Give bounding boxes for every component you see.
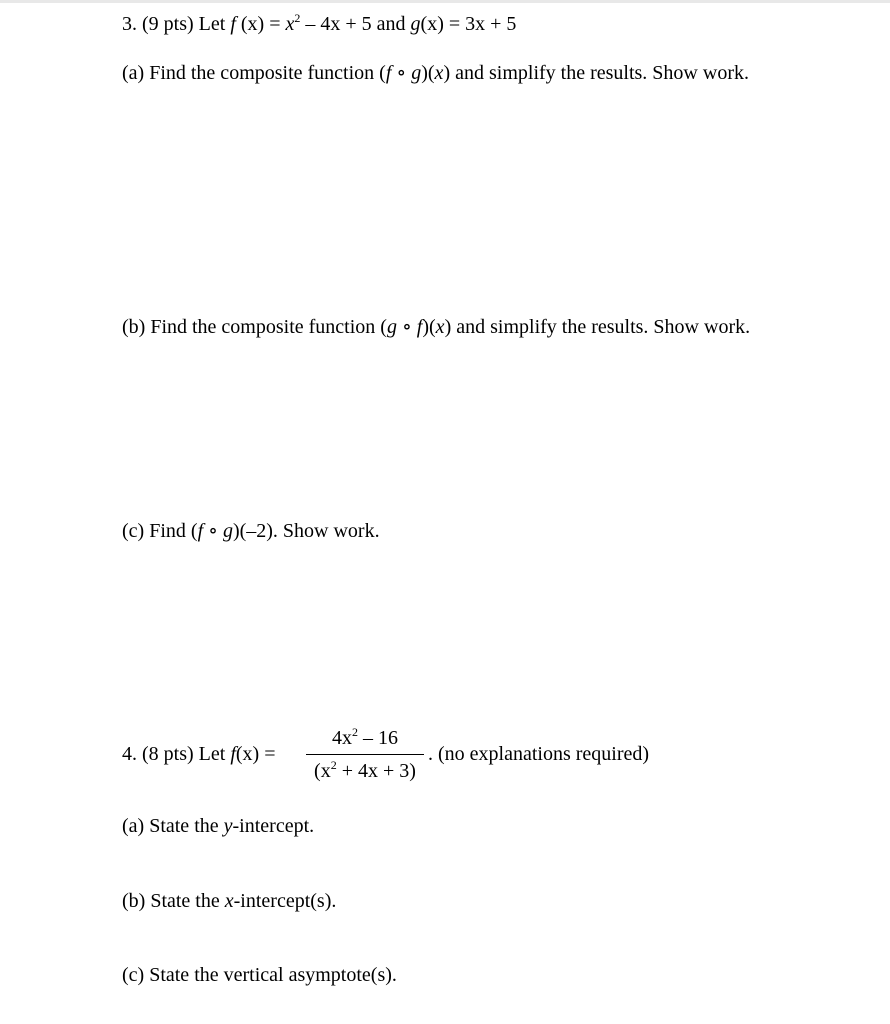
problem-4-part-a: [122, 814, 314, 838]
denominator-term: (x: [314, 760, 331, 782]
paren: ): [444, 316, 452, 338]
problem-3-part-c: [122, 519, 380, 543]
problem-4-note: . (no explanations required): [428, 743, 650, 765]
compose-symbol: ∘: [203, 520, 223, 542]
part-a-lead: (a) State the: [122, 815, 224, 837]
compose-symbol: ∘: [396, 316, 417, 338]
expr-f: f: [416, 316, 423, 338]
g-arg: (x) = 3x + 5: [420, 13, 517, 35]
rational-function-fraction: [306, 726, 424, 784]
fraction-bar: [306, 754, 424, 755]
problem-4-part-b: [122, 889, 336, 913]
denominator-exponent: 2: [330, 758, 337, 772]
numerator-exponent: 2: [352, 725, 358, 739]
part-a-tail: -intercept.: [232, 815, 315, 837]
f-rest: – 4x + 5 and: [300, 13, 411, 35]
problem-3-lead: 3. (9 pts) Let: [122, 13, 231, 35]
paren: ): [443, 62, 451, 84]
problem-4-lead-line: [122, 742, 275, 766]
f-name: f: [230, 743, 236, 765]
part-b-lead: (b) Find the composite function: [122, 316, 381, 338]
problem-3-part-a: [122, 61, 749, 85]
g-name: g: [410, 13, 421, 35]
part-b-tail: -intercept(s).: [233, 890, 337, 912]
expr-args: )(–2): [232, 520, 273, 542]
part-b-tail: and simplify the results. Show work.: [451, 316, 751, 338]
problem-4-lead: 4. (8 pts) Let: [122, 743, 231, 765]
expr-f: f: [197, 520, 204, 542]
denominator-rest: + 4x + 3): [336, 760, 416, 782]
f-arg: (x) =: [235, 743, 276, 765]
fraction-denominator: [306, 759, 424, 783]
f-arg: (x) =: [235, 13, 286, 35]
part-a-tail: and simplify the results. Show work.: [450, 62, 749, 84]
f-name: f: [230, 13, 236, 35]
paren: )(: [421, 62, 435, 84]
compose-symbol: ∘: [391, 62, 412, 84]
paren: (: [380, 316, 387, 338]
f-exponent: 2: [294, 11, 301, 25]
expr-x: x: [435, 316, 445, 338]
paren: (: [190, 520, 198, 542]
paren: )(: [422, 316, 436, 338]
expr-g: g: [386, 316, 397, 338]
fraction-numerator: [306, 726, 424, 750]
expr-g: g: [222, 520, 233, 542]
part-a-lead: (a) Find the composite function: [122, 62, 380, 84]
part-b-lead: (b) State the: [122, 890, 225, 912]
top-border: [0, 0, 890, 3]
problem-3-part-b: [122, 315, 750, 339]
numerator-term: 4x: [332, 727, 352, 749]
part-c-tail: . Show work.: [272, 520, 380, 542]
paren: (: [379, 62, 386, 84]
expr-x: x: [434, 62, 444, 84]
var-y: y: [223, 815, 233, 837]
f-x: x: [285, 13, 295, 35]
part-c-lead: (c) Find: [122, 520, 191, 542]
problem-3-header: [122, 12, 516, 36]
var-x: x: [224, 890, 234, 912]
expr-g: g: [411, 62, 422, 84]
expr-f: f: [385, 62, 392, 84]
problem-4-part-c: (c) State the vertical asymptote(s).: [122, 964, 397, 986]
numerator-constant: – 16: [358, 727, 398, 749]
